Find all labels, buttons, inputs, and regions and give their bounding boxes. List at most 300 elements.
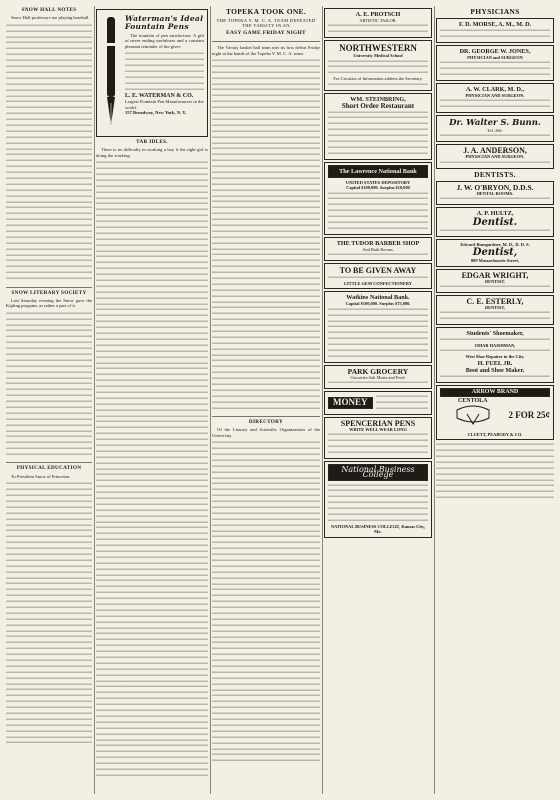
text-line-placeholder [212,682,320,687]
text-line-placeholder [96,667,208,672]
text-line-placeholder [212,635,320,640]
text-line-placeholder [440,28,550,33]
text-line-placeholder [212,752,320,757]
text-line-placeholder [6,576,92,581]
text-line-placeholder [6,481,92,486]
text-line-placeholder [212,406,320,411]
headline: TAR IDLES. [136,139,168,145]
text-line-placeholder [212,529,320,534]
text-line-placeholder [96,661,208,666]
text-line-placeholder [212,305,320,310]
text-line-placeholder [6,376,92,381]
text-line-placeholder [96,543,208,548]
paragraph: Of the Literary and Scientific Organizations of the University. [212,427,320,438]
text-line-placeholder [212,576,320,581]
text-line-placeholder [96,637,208,642]
card-subtitle: PHYSICIAN AND SURGEON. [465,92,525,98]
text-line-placeholder [6,729,92,734]
text-line-placeholder [96,755,208,760]
text-line-placeholder [212,93,320,98]
ad-name: OMAR HAISHMAN, [474,343,516,349]
text-line-placeholder [96,484,208,489]
text-line-placeholder [212,105,320,110]
text-line-placeholder [212,652,320,657]
divider [212,413,320,417]
text-line-placeholder [6,405,92,410]
ad-subtitle: ARTISTIC TAILOR. [359,18,397,23]
text-line-placeholder [328,151,428,156]
text-line-placeholder [328,438,428,443]
text-line-placeholder [96,514,208,519]
waterman-firm: L. E. WATERMAN & CO. [125,92,194,99]
text-line-placeholder [328,82,428,87]
dentist-card [436,295,554,325]
text-line-placeholder [212,523,320,528]
text-line-placeholder [6,629,92,634]
text-line-placeholder [212,341,320,346]
text-line-placeholder [96,243,208,248]
text-line-placeholder [328,127,428,132]
section-heading: PHYSICIANS [470,7,520,16]
ad-title: Students' Shoemaker, [466,330,524,338]
text-line-placeholder [440,228,550,233]
headline-topeka: TOPEKA TOOK ONE. [225,7,307,16]
text-line-placeholder [212,552,320,557]
text-line-placeholder [212,117,320,122]
text-line-placeholder [440,310,550,315]
text-line-placeholder [6,217,92,222]
text-line-placeholder [96,449,208,454]
text-line-placeholder [6,452,92,457]
steinbring-ad [324,93,432,160]
ad-subtitle: And Bath Rooms. [362,246,394,252]
card-title: Dr. Walter S. Bunn. [449,118,541,129]
text-line-placeholder [212,282,320,287]
text-line-placeholder [212,446,320,451]
subhead: THE TOPEKA Y. M. C. A. TEAM DEFEATED THE VARSITY IN AN [216,18,316,29]
text-line-placeholder [212,82,320,87]
text-line-placeholder [6,546,92,551]
text-line-placeholder [328,196,428,201]
text-line-placeholder [212,646,320,651]
text-line-placeholder [440,98,550,103]
text-line-placeholder [96,720,208,725]
headline: DIRECTORY [248,418,284,425]
text-line-placeholder [436,483,554,488]
text-line-placeholder [96,425,208,430]
card-title: Edward Bumgardner, M. D., D. D. S. [460,241,530,247]
text-line-placeholder [440,72,550,77]
text-line-placeholder [6,429,92,434]
text-line-placeholder [212,335,320,340]
paragraph: Last Saturday evening the Snow gave the Kipling program, as rather a part of it. [6,297,92,309]
text-line-placeholder [6,434,92,439]
ad-subtitle: CENTOLA [457,398,488,405]
ad-title: The Lawrence National Bank [339,167,417,175]
physician-card [436,83,554,113]
text-line-placeholder [96,419,208,424]
column-rule [322,6,323,794]
text-line-placeholder [96,531,208,536]
text-line-placeholder [436,454,554,459]
text-line-placeholder [96,578,208,583]
paragraph: There is no difficulty in working a boy if the right girl is doing the working. [96,147,208,158]
text-line-placeholder [440,316,550,321]
text-line-placeholder [6,276,92,281]
text-line-placeholder [212,458,320,463]
text-line-placeholder [328,214,428,219]
card-title: J. A. ANDERSON, [463,146,527,156]
text-line-placeholder [96,260,208,265]
text-line-placeholder [96,402,208,407]
text-line-placeholder [212,599,320,604]
text-line-placeholder [212,688,320,693]
text-line-placeholder [6,182,92,187]
text-line-placeholder [436,448,554,453]
text-line-placeholder [212,247,320,252]
text-line-placeholder [212,205,320,210]
text-line-placeholder [440,196,550,201]
headline: SNOW LITERARY SOCIETY [11,289,87,296]
text-line-placeholder [212,394,320,399]
text-line-placeholder [328,483,428,488]
text-line-placeholder [6,393,92,398]
text-line-placeholder [96,714,208,719]
section-heading: DENTISTS. [474,169,516,179]
divider [6,459,92,463]
text-line-placeholder [96,396,208,401]
text-line-placeholder [96,160,208,165]
text-line-placeholder [212,294,320,299]
waterman-body: The fountain of pen satisfaction. A gift of never ending usefulness and a constant pleasant reminder of the giver. [125,33,204,49]
text-line-placeholder [96,767,208,772]
paragraph: Snow Hall professors are playing baseball. [11,15,90,21]
text-line-placeholder [212,481,320,486]
text-line-placeholder [6,170,92,175]
text-line-placeholder [212,487,320,492]
text-line-placeholder [6,611,92,616]
text-line-placeholder [96,761,208,766]
text-line-placeholder [6,117,92,122]
text-line-placeholder [212,87,320,92]
text-line-placeholder [96,372,208,377]
text-line-placeholder [96,702,208,707]
text-line-placeholder [96,296,208,301]
text-line-placeholder [6,88,92,93]
text-line-placeholder [6,605,92,610]
text-line-placeholder [328,307,428,312]
text-line-placeholder [96,366,208,371]
text-line-placeholder [328,139,428,144]
text-line-placeholder [6,264,92,269]
column-3 [212,6,320,794]
text-line-placeholder [328,319,428,324]
text-line-placeholder [96,643,208,648]
text-line-placeholder [440,348,550,353]
text-line-placeholder [96,272,208,277]
text-line-placeholder [6,370,92,375]
text-line-placeholder [6,699,92,704]
column-rule [94,6,95,794]
text-line-placeholder [96,249,208,254]
text-line-placeholder [328,518,428,523]
text-line-placeholder [212,76,320,81]
lawrence-bank-ad [324,162,432,235]
text-line-placeholder [96,726,208,731]
text-line-placeholder [96,378,208,383]
physician-card [436,115,554,142]
text-line-placeholder [96,337,208,342]
text-line-placeholder [96,231,208,236]
text-line-placeholder [6,440,92,445]
text-line-placeholder [6,640,92,645]
text-line-placeholder [328,450,428,455]
text-line-placeholder [212,241,320,246]
text-line-placeholder [212,758,320,763]
text-line-placeholder [6,564,92,569]
text-line-placeholder [96,443,208,448]
text-line-placeholder [328,252,428,257]
collar-icon [453,404,493,430]
text-line-placeholder [212,258,320,263]
text-line-placeholder [328,500,428,505]
text-line-placeholder [6,493,92,498]
text-line-placeholder [6,634,92,639]
text-line-placeholder [6,352,92,357]
card-subtitle: PHYSICIAN and SURGEON [467,54,523,60]
text-line-placeholder [212,123,320,128]
text-line-placeholder [6,581,92,586]
text-line-placeholder [328,202,428,207]
text-line-placeholder [6,587,92,592]
ad-capital: Capital $100,000. Surplus $75,000. [345,301,411,307]
card-title: A. W. CLARK, M. D., [465,85,525,93]
text-line-placeholder [376,394,429,399]
watkins-bank-ad [324,291,432,362]
text-line-placeholder [328,59,428,64]
text-line-placeholder [212,505,320,510]
text-line-placeholder [328,342,428,347]
text-line-placeholder [6,693,92,698]
text-line-placeholder [6,387,92,392]
text-line-placeholder [212,705,320,710]
text-line-placeholder [6,70,92,75]
text-line-placeholder [436,460,554,465]
text-line-placeholder [6,323,92,328]
text-line-placeholder [212,452,320,457]
shoemaker-ad [436,327,554,382]
ad-subtitle: LITTLE GEM CONFECTIONERY [344,280,412,286]
text-line-placeholder [96,525,208,530]
text-line-placeholder [6,652,92,657]
fountain-pen-icon [100,13,122,133]
text-line-placeholder [212,252,320,257]
text-line-placeholder [96,567,208,572]
text-line-placeholder [212,135,320,140]
ad-title: MONEY [328,397,373,408]
text-line-placeholder [125,81,204,86]
text-line-placeholder [212,323,320,328]
card-title: F. D. MORSE, A. M., M. D. [458,21,532,28]
text-line-placeholder [6,599,92,604]
text-line-placeholder [6,123,92,128]
column-5 [436,6,554,794]
text-line-placeholder [96,608,208,613]
text-line-placeholder [6,411,92,416]
paragraph: To President Snow of Princeton. [11,473,71,479]
ad-name-2: H. FUEL JR. [477,359,513,367]
text-line-placeholder [212,164,320,169]
text-line-placeholder [6,617,92,622]
ad-title: ARROW BRAND [440,388,550,397]
text-line-placeholder [6,570,92,575]
text-line-placeholder [6,399,92,404]
text-line-placeholder [212,623,320,628]
text-line-placeholder [212,670,320,675]
text-line-placeholder [440,60,550,65]
text-line-placeholder [212,182,320,187]
protsch-ad [324,8,432,38]
text-line-placeholder [96,237,208,242]
column-1 [6,6,92,794]
text-line-placeholder [96,743,208,748]
text-line-placeholder [212,311,320,316]
tudor-ad [324,237,432,261]
ad-footer: NATIONAL BUSINESS COLLEGE, Kansas City, Mo. [330,523,426,535]
text-line-placeholder [96,437,208,442]
text-line-placeholder [212,511,320,516]
dentist-card [436,269,554,293]
giveaway-ad [324,263,432,289]
ad-title: PARK GROCERY [347,366,409,376]
ad-maker: CLUETT, PEABODY & CO. [467,431,523,437]
text-line-placeholder [212,729,320,734]
text-line-placeholder [6,723,92,728]
card-title: J. W. O'BRYON, D.D.S. [456,182,534,192]
text-line-placeholder [6,446,92,451]
text-line-placeholder [212,188,320,193]
divider [6,284,92,288]
dentist-card [436,239,554,267]
text-line-placeholder [212,499,320,504]
text-line-placeholder [212,152,320,157]
text-line-placeholder [6,188,92,193]
card-subtitle: DENTIST, [484,304,506,310]
text-line-placeholder [96,219,208,224]
money-ad [324,391,432,415]
text-line-placeholder [96,655,208,660]
text-line-placeholder [6,593,92,598]
text-line-placeholder [212,534,320,539]
text-line-placeholder [212,300,320,305]
text-line-placeholder [328,133,428,138]
text-line-placeholder [96,178,208,183]
text-line-placeholder [6,523,92,528]
text-line-placeholder [96,537,208,542]
text-line-placeholder [6,205,92,210]
text-line-placeholder [212,629,320,634]
text-line-placeholder [436,442,554,447]
text-line-placeholder [96,254,208,259]
ad-capital: Capital $100,000. Surplus $10,000 [346,185,410,191]
text-line-placeholder [212,270,320,275]
text-line-placeholder [96,225,208,230]
text-line-placeholder [96,773,208,778]
text-line-placeholder [96,455,208,460]
text-line-placeholder [96,290,208,295]
text-line-placeholder [212,58,320,63]
text-line-placeholder [212,400,320,405]
physician-card [436,18,554,43]
text-line-placeholder [96,679,208,684]
ad-title: SPENCERIAN PENS [340,418,416,428]
text-line-placeholder [212,358,320,363]
text-line-placeholder [125,69,204,74]
text-line-placeholder [440,337,550,342]
text-line-placeholder [376,400,429,405]
card-subtitle: Dentist, [472,247,518,259]
text-line-placeholder [6,164,92,169]
text-line-placeholder [328,444,428,449]
text-line-placeholder [212,199,320,204]
text-line-placeholder [440,133,550,138]
text-line-placeholder [96,549,208,554]
text-line-placeholder [436,495,554,500]
text-line-placeholder [212,699,320,704]
text-line-placeholder [436,478,554,483]
text-line-placeholder [96,602,208,607]
northwestern-ad [324,40,432,90]
text-line-placeholder [6,381,92,386]
ad-title: Watkins National Bank. [346,294,410,302]
text-line-placeholder [6,270,92,275]
text-line-placeholder [96,384,208,389]
text-line-placeholder [6,670,92,675]
text-line-placeholder [125,57,204,62]
text-line-placeholder [96,490,208,495]
text-line-placeholder [96,478,208,483]
text-line-placeholder [212,388,320,393]
text-line-placeholder [328,121,428,126]
text-line-placeholder [6,423,92,428]
text-line-placeholder [96,307,208,312]
card-title: EDGAR WRIGHT, [461,270,529,280]
text-line-placeholder [6,194,92,199]
text-line-placeholder [328,70,428,75]
text-line-placeholder [212,347,320,352]
text-line-placeholder [212,99,320,104]
column-4 [324,6,432,794]
text-line-placeholder [6,346,92,351]
text-line-placeholder [6,552,92,557]
card-title: C. E. ESTERLY, [466,296,524,306]
text-line-placeholder [328,432,428,437]
subhead-2: EASY GAME FRIDAY NIGHT [226,29,306,36]
ad-address: For Circulars of Information address the Secretary. [333,76,423,82]
text-line-placeholder [96,708,208,713]
text-line-placeholder [6,64,92,69]
text-line-placeholder [96,343,208,348]
text-line-placeholder [328,354,428,359]
bank-banner [328,165,428,178]
text-line-placeholder [6,311,92,316]
text-line-placeholder [96,325,208,330]
text-line-placeholder [6,717,92,722]
ad-title: THE TUDOR BARBER SHOP [336,239,420,247]
physician-card [436,144,554,168]
text-line-placeholder [6,682,92,687]
text-line-placeholder [212,364,320,369]
